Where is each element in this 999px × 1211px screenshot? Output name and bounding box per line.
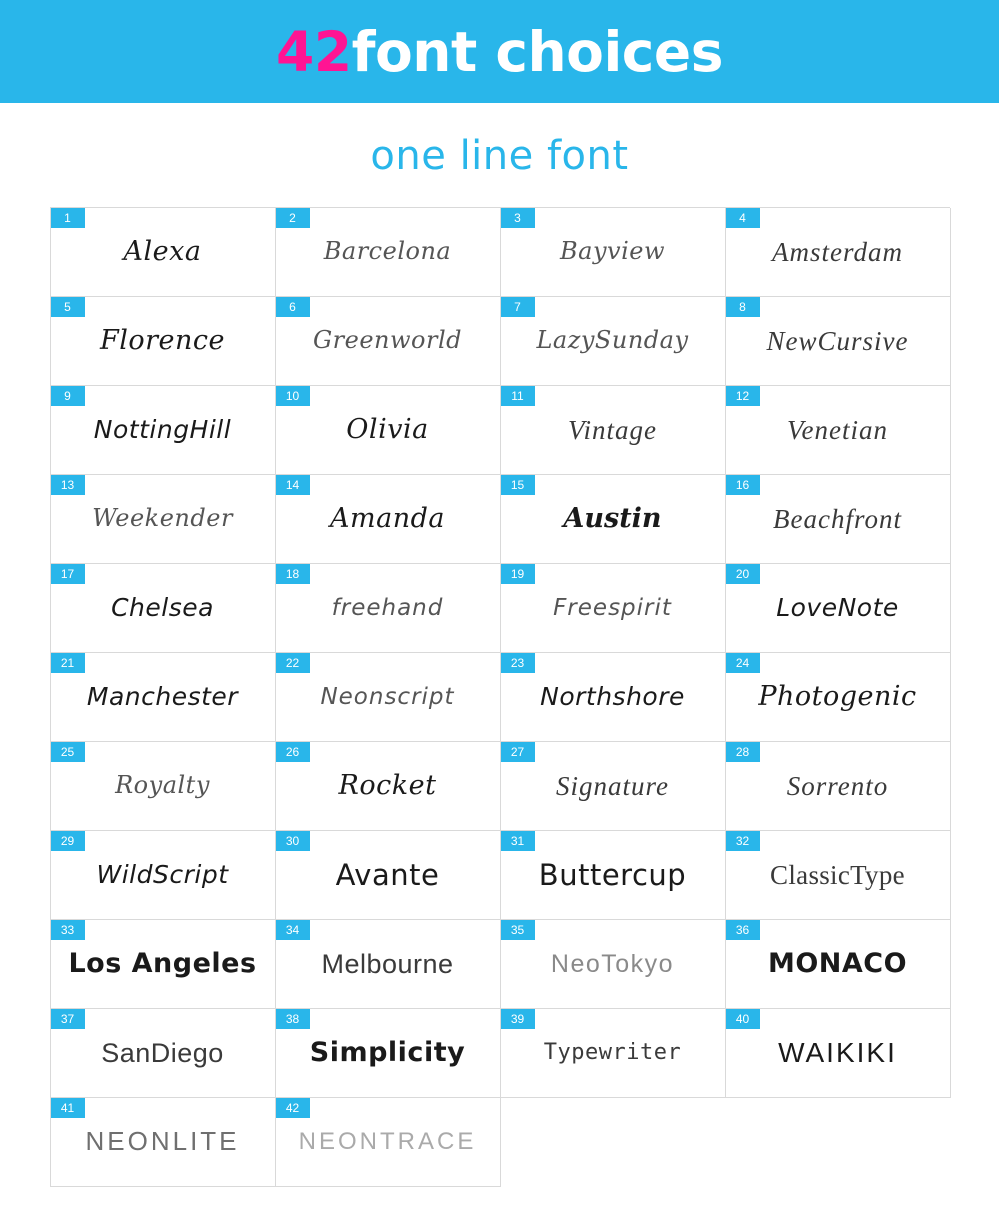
font-cell[interactable] xyxy=(51,564,276,653)
font-index-badge: 4 xyxy=(726,208,760,228)
font-cell[interactable] xyxy=(726,1009,951,1098)
font-sample-label: Neonscript xyxy=(320,683,455,710)
font-sample-label: WildScript xyxy=(96,859,229,889)
font-index-badge: 25 xyxy=(51,742,85,762)
font-index-badge: 20 xyxy=(726,564,760,584)
font-sample-label: Chelsea xyxy=(111,592,214,622)
font-cell[interactable] xyxy=(276,920,501,1009)
font-index-badge: 30 xyxy=(276,831,310,851)
font-index-badge: 12 xyxy=(726,386,760,406)
font-cell[interactable] xyxy=(726,742,951,831)
font-cell[interactable] xyxy=(51,208,276,297)
font-sample-label: Olivia xyxy=(346,413,429,445)
font-index-badge: 17 xyxy=(51,564,85,584)
font-sample-label: Los Angeles xyxy=(68,947,257,979)
font-sample-label: Vintage xyxy=(568,414,657,445)
font-index-badge: 40 xyxy=(726,1009,760,1029)
font-sample-label: SanDiego xyxy=(101,1037,224,1068)
font-cell[interactable] xyxy=(276,1009,501,1098)
font-cell[interactable] xyxy=(276,1098,501,1187)
font-index-badge: 7 xyxy=(501,297,535,317)
font-sample-label: Beachfront xyxy=(773,503,902,534)
font-index-badge: 11 xyxy=(501,386,535,406)
font-cell[interactable] xyxy=(501,208,726,297)
font-cell[interactable] xyxy=(51,831,276,920)
font-index-badge: 22 xyxy=(276,653,310,673)
font-sample-label: Signature xyxy=(556,770,669,801)
font-sample-label: Bayview xyxy=(560,237,665,266)
font-index-badge: 38 xyxy=(276,1009,310,1029)
font-cell[interactable] xyxy=(501,653,726,742)
font-cell[interactable] xyxy=(726,653,951,742)
font-sample-label: Typewriter xyxy=(543,1040,682,1066)
header-banner xyxy=(0,0,999,103)
font-index-badge: 27 xyxy=(501,742,535,762)
font-grid xyxy=(50,207,950,1187)
font-index-badge: 8 xyxy=(726,297,760,317)
font-index-badge: 19 xyxy=(501,564,535,584)
font-cell[interactable] xyxy=(276,653,501,742)
font-cell[interactable] xyxy=(501,831,726,920)
font-index-badge: 31 xyxy=(501,831,535,851)
font-cell[interactable] xyxy=(51,1009,276,1098)
empty-cell xyxy=(501,1098,726,1187)
banner-title-text: font choices xyxy=(351,19,723,84)
font-sample-label: Amanda xyxy=(330,502,445,534)
font-index-badge: 28 xyxy=(726,742,760,762)
font-sample-label: LazySunday xyxy=(536,326,689,355)
font-cell[interactable] xyxy=(501,1009,726,1098)
font-sample-label: Northshore xyxy=(540,681,685,711)
font-sample-label: Freespirit xyxy=(553,594,672,621)
font-sample-label: Florence xyxy=(100,324,225,356)
font-index-badge: 3 xyxy=(501,208,535,228)
font-cell[interactable] xyxy=(726,386,951,475)
font-index-badge: 42 xyxy=(276,1098,310,1118)
font-index-badge: 6 xyxy=(276,297,310,317)
font-cell[interactable] xyxy=(501,742,726,831)
font-sample-label: MONACO xyxy=(767,947,908,979)
font-index-badge: 1 xyxy=(51,208,85,228)
font-index-badge: 33 xyxy=(51,920,85,940)
font-sample-label: ClassicType xyxy=(770,859,905,890)
font-index-badge: 2 xyxy=(276,208,310,228)
font-sample-label: Alexa xyxy=(123,235,202,267)
font-cell[interactable] xyxy=(726,208,951,297)
font-cell[interactable] xyxy=(51,386,276,475)
font-sample-label: Weekender xyxy=(92,504,233,533)
font-index-badge: 39 xyxy=(501,1009,535,1029)
font-cell[interactable] xyxy=(276,564,501,653)
font-cell[interactable] xyxy=(276,297,501,386)
font-index-badge: 41 xyxy=(51,1098,85,1118)
font-index-badge: 5 xyxy=(51,297,85,317)
font-sample-label: Simplicity xyxy=(309,1036,466,1068)
font-sample-label: Photogenic xyxy=(758,680,917,712)
font-cell[interactable] xyxy=(276,831,501,920)
font-index-badge: 23 xyxy=(501,653,535,673)
font-sample-label: Royalty xyxy=(115,771,210,800)
font-index-badge: 16 xyxy=(726,475,760,495)
font-cell[interactable] xyxy=(726,297,951,386)
font-sample-label: Austin xyxy=(563,502,662,534)
font-cell[interactable] xyxy=(726,475,951,564)
font-index-badge: 29 xyxy=(51,831,85,851)
font-cell[interactable] xyxy=(276,208,501,297)
font-sample-label: WAIKIKI xyxy=(778,1037,897,1069)
font-index-badge: 35 xyxy=(501,920,535,940)
font-index-badge: 9 xyxy=(51,386,85,406)
font-cell[interactable] xyxy=(726,564,951,653)
font-sample-label: freehand xyxy=(331,594,444,621)
font-cell[interactable] xyxy=(51,1098,276,1187)
font-cell[interactable] xyxy=(276,475,501,564)
font-cell[interactable] xyxy=(501,920,726,1009)
font-sample-label: Amsterdam xyxy=(772,236,903,267)
font-sample-label: Rocket xyxy=(338,769,437,801)
font-cell[interactable] xyxy=(726,831,951,920)
font-cell[interactable] xyxy=(501,475,726,564)
font-sample-label: LoveNote xyxy=(776,592,899,622)
font-sample-label: NEONTRACE xyxy=(298,1128,477,1156)
subtitle: one line font xyxy=(370,133,629,179)
font-cell[interactable] xyxy=(51,297,276,386)
font-index-badge: 13 xyxy=(51,475,85,495)
font-cell[interactable] xyxy=(501,564,726,653)
font-sample-label: NottingHill xyxy=(93,414,232,444)
font-index-badge: 21 xyxy=(51,653,85,673)
font-sample-label: NewCursive xyxy=(766,325,909,356)
font-sample-label: Greenworld xyxy=(312,326,462,355)
font-index-badge: 14 xyxy=(276,475,310,495)
font-sample-label: Manchester xyxy=(86,681,239,711)
font-grid-wrapper xyxy=(50,207,950,1187)
font-cell[interactable] xyxy=(276,742,501,831)
font-index-badge: 34 xyxy=(276,920,310,940)
font-sample-label: Venetian xyxy=(787,414,888,445)
empty-cell xyxy=(726,1098,951,1187)
font-cell[interactable] xyxy=(51,653,276,742)
font-sample-label: Sorrento xyxy=(786,770,889,801)
font-count: 42 xyxy=(276,19,352,84)
font-cell[interactable] xyxy=(501,297,726,386)
font-index-badge: 32 xyxy=(726,831,760,851)
font-cell[interactable] xyxy=(276,386,501,475)
font-index-badge: 10 xyxy=(276,386,310,406)
font-sample-label: NEONLITE xyxy=(85,1126,240,1157)
font-index-badge: 18 xyxy=(276,564,310,584)
font-cell[interactable] xyxy=(51,475,276,564)
font-index-badge: 26 xyxy=(276,742,310,762)
font-index-badge: 15 xyxy=(501,475,535,495)
font-index-badge: 37 xyxy=(51,1009,85,1029)
font-sample-label: Melbourne xyxy=(321,948,454,979)
font-index-badge: 36 xyxy=(726,920,760,940)
font-cell[interactable] xyxy=(51,742,276,831)
font-cell[interactable] xyxy=(726,920,951,1009)
font-sample-label: NeoTokyo xyxy=(550,949,675,978)
page-title xyxy=(276,20,723,84)
font-index-badge: 24 xyxy=(726,653,760,673)
font-cell[interactable] xyxy=(501,386,726,475)
font-sample-label: Barcelona xyxy=(323,237,452,266)
font-cell[interactable] xyxy=(51,920,276,1009)
font-sample-label: Avante xyxy=(335,857,440,892)
font-sample-label: Buttercup xyxy=(538,857,687,892)
